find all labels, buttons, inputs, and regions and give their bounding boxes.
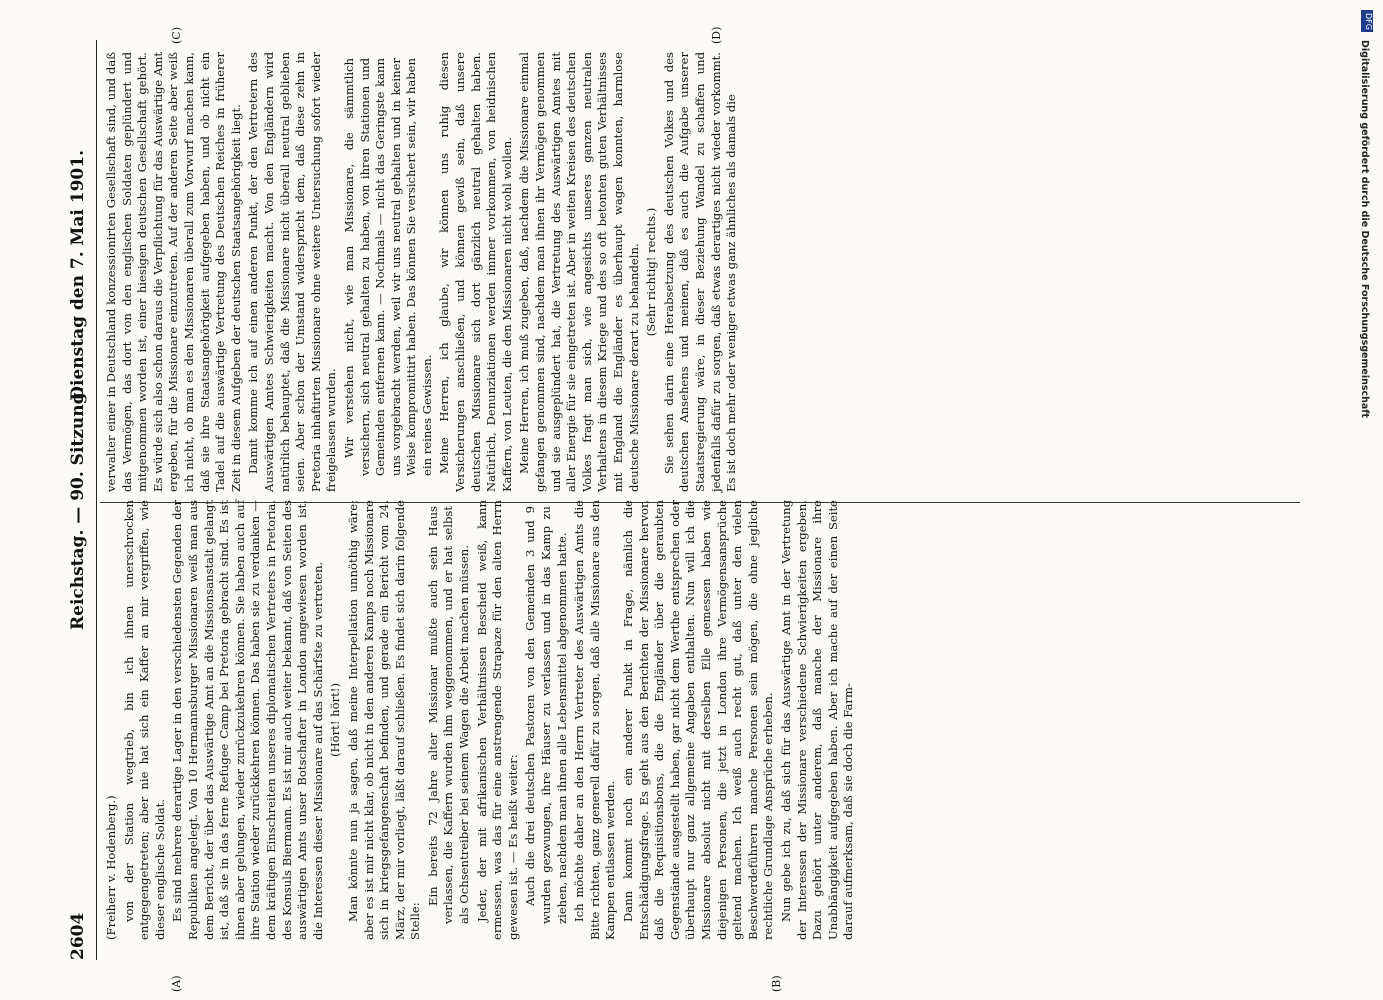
paragraph: Man könnte nun ja sagen, daß meine Interpellation unnöthig wäre; aber es ist mir nicht klar, ob nicht in den anderen Kamps noch Missionare sich in kriegsgefangenschaft befinden, und gerade ein Bericht vom 24. März, der mir vorliegt, läßt darauf schließen. Es findet sich darin folgende Stelle: [345, 500, 423, 940]
paragraph: verwalter einer in Deutschland konzessionirten Gesellschaft sind, und daß das Vermögen, das dort von den englischen Soldaten geplündert und mitgenommen worden ist, einer hiesigen deutschen Gesellschaft gehört. Es würde sich also schon daraus die Verpflichtung für das Auswärtige Amt ergeben, für die Missionare einzutreten. Auf der anderen Seite aber weiß ich nicht, ob man es den Missionaren überall zum Vorwurf machen kann, daß sie ihre Staatsangehörigkeit aufgegeben haben, und ob nicht ein Tadel auf die auswärtige Vertretung des Deutschen Reiches in früherer Zeit in diesem Aufgeben der deutschen Staatsangehörigkeit liegt. [104, 52, 243, 492]
session-title: Reichstag. — 90. Sitzung. [68, 386, 88, 630]
dfg-logo: DFG [1361, 10, 1373, 32]
speaker-label: (Freiherr v. Hodenberg.) [104, 795, 118, 940]
paragraph: Damit komme ich auf einen anderen Punkt, der den Vertretern des Auswärtigen Amtes Schwierigkeiten macht. Von den Engländern wird natürlich behauptet, daß die Missionare nicht überall neutral geblieben seien. Aber schon der Umstand widerspricht dem, daß diese zehn in Pretoria inhaftirten Missionare ohne weitere Untersuchung sofort wieder freigelassen wurden. [246, 52, 339, 492]
paragraph: Meine Herren, ich glaube, wir können uns ruhig diesen Versicherungen anschließen, und können gewiß sein, daß unsere deutschen Missionare sich dort gänzlich neutral gehalten haben. Natürlich, Denunziationen werden immer vorkommen, von heidnischen Kaffern, von Leuten, die den Missionaren nicht wohl wollen. [437, 52, 514, 492]
margin-marker-d: (D) [710, 26, 723, 44]
paragraph: Jeder, der mit afrikanischen Verhältnissen Bescheid weiß, kann ermessen, was das für eine anstrengende Strapaze für den alten Herrn gewesen ist. — Es heißt weiter: [474, 500, 520, 940]
margin-marker-b: (B) [770, 975, 783, 992]
paragraph: Es sind mehrere derartige Lager in den verschiedensten Gegenden der Republiken angelegt. Von 10 Hermannsburger Missionaren weiß man aus dem Bericht, der über das Auswärtige Amt an die Missionsanstalt gelangt ist, daß sie in das ferne Refugee Camp bei Pretoria gebracht sind. Es ist ihnen aber gelungen, wieder zurückzukehren können. Sie haben auch auf ihre Station wieder zurückkehren können. Das haben sie zu verdanken — dem kräftigen Einschreiten unseres diplomatischen Vertreters in Pretoria, des Konsuls Biermann. Es ist mir auch weiter bekannt, daß von Seiten des auswärtigen Amts unser Botschafter in London angewiesen worden ist, die Interessen dieser Missionare auf das Schärfste zu vertreten. [170, 500, 325, 940]
left-column [104, 500, 859, 940]
session-date: Dienstag den 7. Mai 1901. [68, 150, 88, 401]
quoted-passage: Ein bereits 72 Jahre alter Missionar mußte auch sein Haus verlassen, die Kaffern wurden ihm weggenommen, und er hat selbst als Ochsentreiber bei seinem Wagen die Arbeit machen müssen. [425, 506, 472, 924]
quoted-passage: Wir verstehen nicht, wie man Missionare, die sämmtlich versichern, sich neutral gehalten zu haben, von ihren Stationen und Gemeinden entfernen kann. — Nochmals — nicht das Geringste kann uns vorgebracht werden, weil wir uns neutral gehalten und in keiner Weise kompromittirt haben. Das können Sie versichert sein, wir haben ein reines Gewissen. [341, 58, 434, 476]
quoted-passage: Auch die drei deutschen Pastoren von den Gemeinden 3 und 9 wurden gezwungen, ihre Häuser zu verlassen und in das Kamp zu ziehen, nachdem man ihnen alle Lebensmittel abgenommen hatte. [523, 506, 569, 924]
page-header [68, 40, 94, 960]
page-number: 2604 [68, 912, 88, 960]
paragraph: Nun gebe ich zu, daß sich für das Auswärtige Amt in der Vertretung der Interessen der Missionare verschiedene Schwierigkeiten ergeben. Dazu gehört unter anderem, daß manche der Missionare ihre Unabhängigkeit aufgegeben haben. Aber ich mache auf der einen Seite darauf aufmerksam, daß sie doch die Farm- [778, 500, 856, 940]
header-rule [96, 40, 97, 960]
rotated-document [50, 0, 1340, 1000]
interjection: (Sehr richtig! rechts.) [644, 207, 659, 337]
paragraph: Dann kommt noch ein anderer Punkt in Frage, nämlich die Entschädigungsfrage. Es geht aus den Berichten der Missionare hervor, daß die Requisitionsbons, die die Engländer über die geraubten Gegenstände ausgestellt haben, gar nicht dem Werthe entsprechen oder überhaupt nur ganz allgemeine Angaben enthalten. Nun will ich die Missionare absolut nicht mit derselben Elle gemessen haben wie diejenigen Personen, die jetzt in London ihre Vermögensansprüche geltend machen. Ich weiß auch recht gut, daß unter den vielen Beschwerdeführern manche Personen sein mögen, die ohne jegliche rechtliche Grundlage Ansprüche erheben. [621, 500, 776, 940]
paragraph: Meine Herren, ich muß zugeben, daß, nachdem die Missionare einmal gefangen genommen sind, nachdem man ihnen ihr Vermögen genommen und sie ausgeplündert hat, die Vertretung des Auswärtigen Amtes mit aller Energie für sie eingetreten ist. Aber in weiten Kreisen des deutschen Volkes fragt man sich, wie angesichts unseres ganzen neutralen Verhaltens in diesem Kriege und des so oft betonten guten Verhältnisses mit England die Engländer es überhaupt wagen konnten, harmlose deutsche Missionare derart zu behandeln. [517, 52, 641, 492]
digitization-credit [1352, 0, 1382, 1000]
digitization-watermark: Digitalisierung gefördert durch die Deutsche Forschungsgemeinschaft [1359, 40, 1370, 418]
margin-marker-a: (A) [170, 975, 183, 992]
margin-marker-c: (C) [170, 27, 183, 44]
column-divider [100, 502, 1300, 503]
paragraph: Sie sehen darin eine Herabsetzung des deutschen Volkes und des deutschen Ansehens und meinen, daß es auch die Aufgabe unserer Staatsregierung wäre, in dieser Beziehung Wandel zu schaffen und jedenfalls dafür zu sorgen, daß etwas derartiges nicht wieder vorkommt. Es ist doch mehr oder weniger etwas ganz ähnliches als damals die [661, 52, 739, 492]
interjection: (Hört! hört!) [328, 683, 343, 757]
right-column [104, 52, 742, 492]
paragraph: Ich möchte daher an den Herrn Vertreter des Auswärtigen Amts die Bitte richten, ganz generell dafür zu sorgen, daß alle Missionare aus den Kampen entlassen werden. [572, 500, 618, 940]
paragraph: von der Station wegtrieb, bin ich ihnen unerschrocken entgegengetreten; aber nie hat sich ein Kaffer an mir vergriffen, wie dieser englische Soldat. [121, 500, 167, 940]
